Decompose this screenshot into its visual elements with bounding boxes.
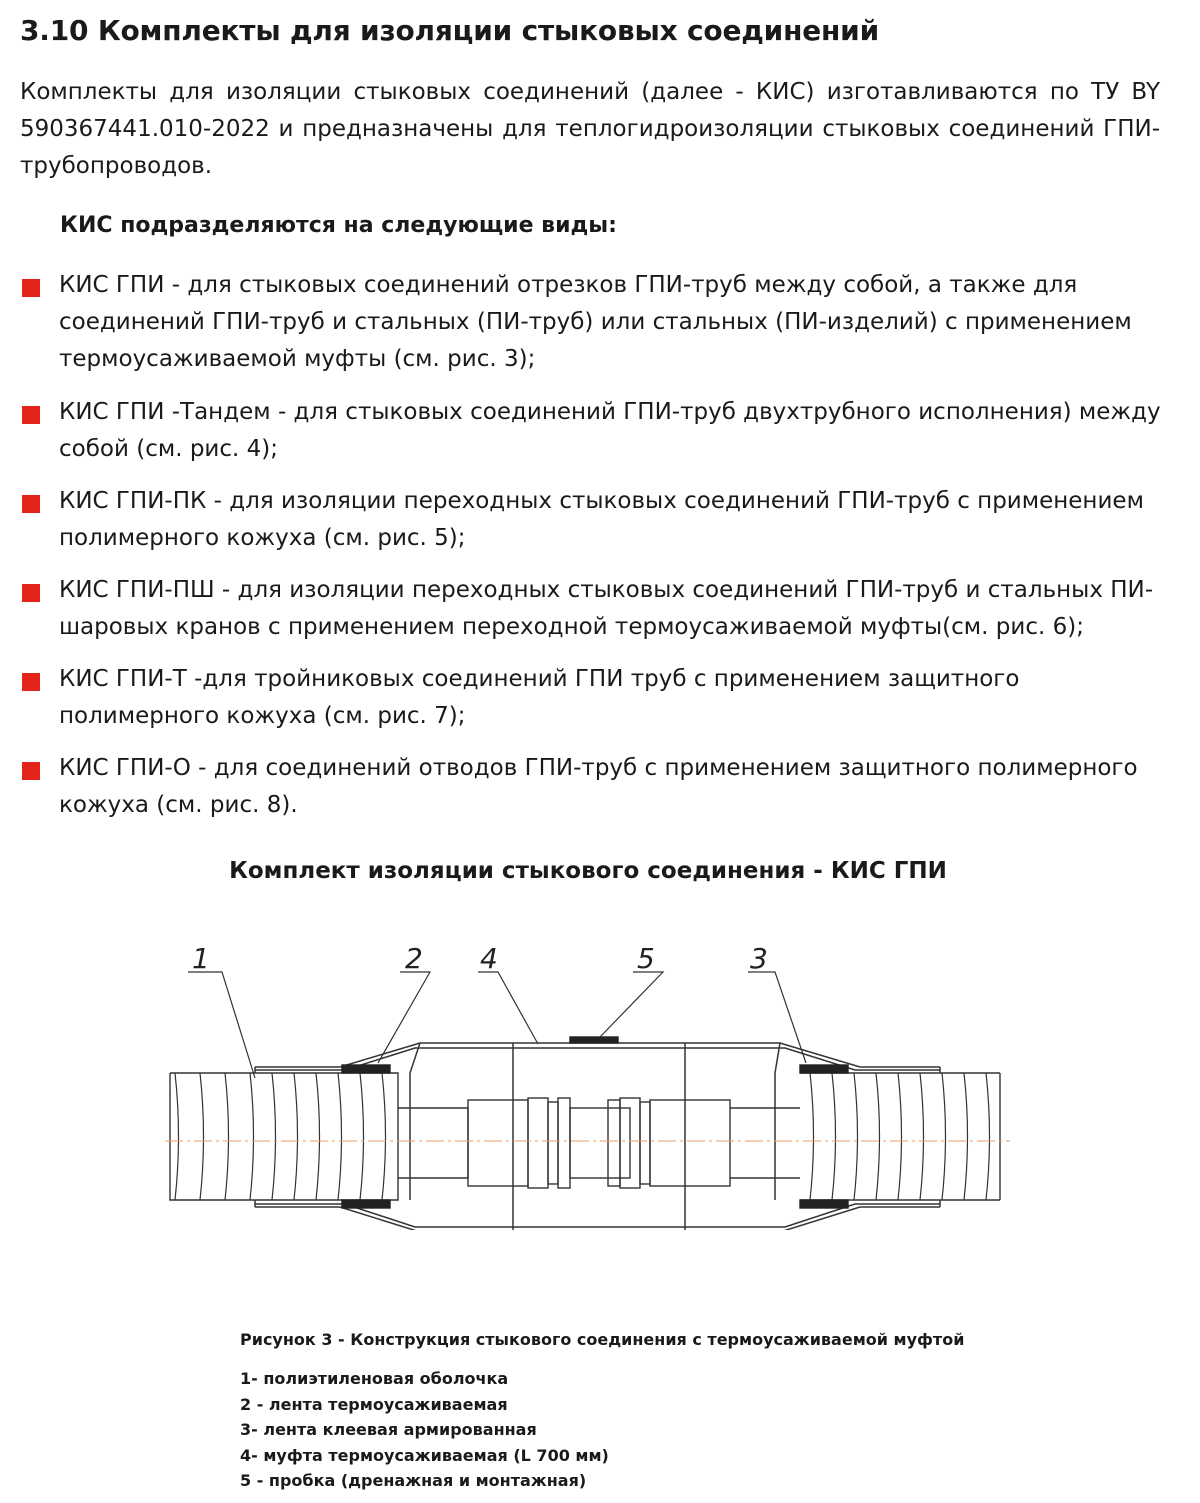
callout-leaders [188,972,806,1078]
plug [570,1037,618,1043]
list-item-text: КИС ГПИ-ПК - для изоляции переходных стыковых соединений ГПИ-труб с применением полимерного кожуха (см. рис. 5); [59,488,1144,551]
callout-numbers [192,942,768,975]
red-square-bullet-icon [22,584,40,602]
callout-1: 1 [192,942,210,975]
tape-bands [342,1065,848,1208]
callout-3: 3 [750,942,768,975]
intro-paragraph: Комплекты для изоляции стыковых соединений (далее - КИС) изготавливаются по ТУ BY 590367441.010-2022 и предназначены для теплогидроизоляции стыковых соединений ГПИ-трубопроводов. [20,79,1160,179]
list-item-text: КИС ГПИ-ПШ - для изоляции переходных стыковых соединений ГПИ-труб и стальных ПИ-шаровых кранов с применением переходной термоусаживаемой муфты(см. рис. 6); [59,577,1154,640]
list-item-text: КИС ГПИ-Т -для тройниковых соединений ГПИ труб с применением защитного полимерного кожуха (см. рис. 7); [59,666,1020,729]
list-item-text: КИС ГПИ - для стыковых соединений отрезков ГПИ-труб между собой, а также для соединений ГПИ-труб и стальных (ПИ-труб) или стальных (ПИ-изделий) с применением термоусаживаемой муфты (см. рис. 3); [59,272,1132,372]
legend-item: 4- муфта термоусаживаемая (L 700 мм) [240,1445,609,1465]
legend-item: 1- полиэтиленовая оболочка [240,1369,509,1388]
types-heading: КИС подразделяются на следующие виды: [60,213,617,238]
callout-4: 4 [480,942,498,975]
left-pipe [170,1073,398,1200]
red-square-bullet-icon [22,406,40,424]
red-square-bullet-icon [22,762,40,780]
figure-legend [240,1366,609,1494]
list-item-text: КИС ГПИ-О - для соединений отводов ГПИ-труб с применением защитного полимерного кожуха (см. рис. 8). [59,755,1138,818]
figure-caption: Рисунок 3 - Конструкция стыкового соединения с термоусаживаемой муфтой [240,1330,965,1349]
inner-coupling [398,1098,800,1188]
red-square-bullet-icon [22,673,40,691]
red-square-bullet-icon [22,279,40,297]
legend-item: 5 - пробка (дренажная и монтажная) [240,1471,587,1490]
list-item-text: КИС ГПИ -Тандем - для стыковых соединений ГПИ-труб двухтрубного исполнения) между собой (см. рис. 4); [59,399,1161,462]
right-pipe [800,1073,1000,1200]
page-title: 3.10 Комплекты для изоляции стыковых соединений [20,14,879,47]
callout-2: 2 [405,942,423,975]
figure-title: Комплект изоляции стыкового соединения - КИС ГПИ [229,858,947,884]
red-square-bullet-icon [22,495,40,513]
legend-item: 3- лента клеевая армированная [240,1420,537,1439]
joint-insulation-diagram [0,930,1200,1230]
callout-5: 5 [637,942,655,975]
legend-item: 2 - лента термоусаживаемая [240,1394,508,1414]
